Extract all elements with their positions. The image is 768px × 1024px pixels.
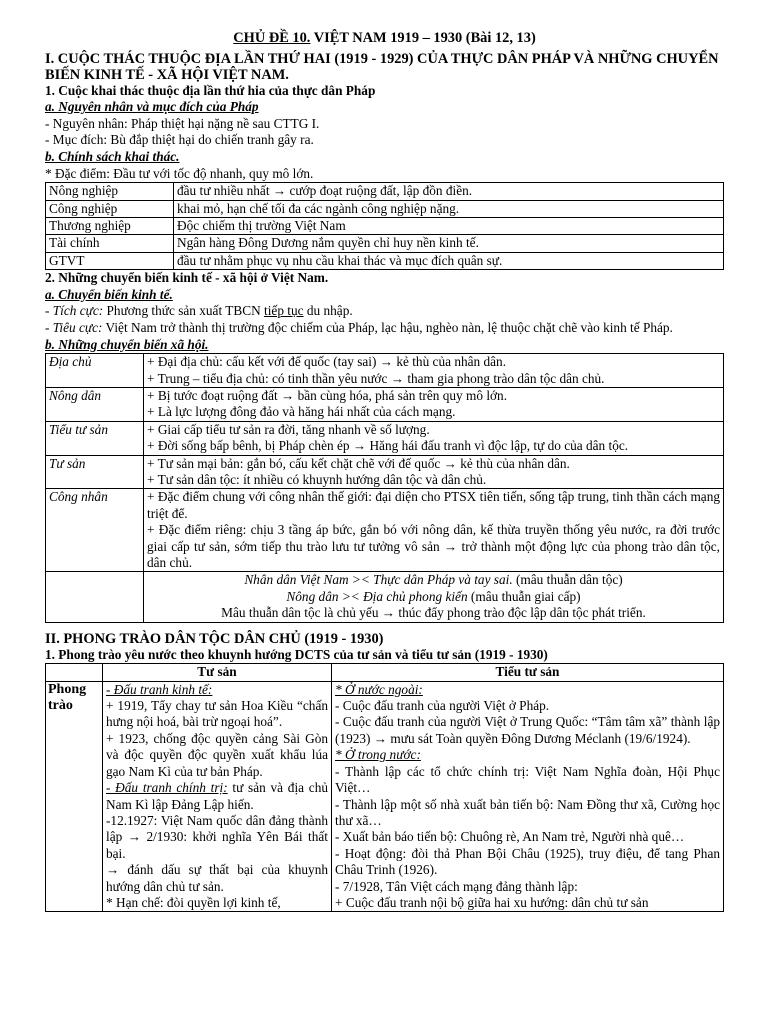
petty-bourgeoisie-line bbox=[335, 698, 720, 714]
class-description-line: + Bị tước đoạt ruộng đất → bần cùng hóa, phá sản trên quy mô lớn. bbox=[147, 387, 508, 403]
line-text: - 7/1928, Tân Việt cách mạng đảng thành lập: bbox=[335, 878, 578, 894]
policy-description: đầu tư nhằm phục vụ nhu cầu khai thác và mục đích quân sự. bbox=[174, 252, 724, 269]
petty-bourgeoisie-line bbox=[335, 895, 720, 911]
subsection-heading-1-1-b: b. Chính sách khai thác. bbox=[45, 148, 180, 164]
policy-description: Ngân hàng Đông Dương nắm quyền chỉ huy nền kinh tế. bbox=[174, 235, 724, 252]
policy-row bbox=[46, 252, 724, 269]
subsection-heading-1-2-a: a. Chuyển biến kinh tế. bbox=[45, 286, 173, 302]
line-text: - Cuộc đấu tranh của người Việt ở Trung Quốc: “Tâm tâm xã” thành lập (1923) → mưu sát Toàn quyền Đông Dương Méclanh (19/6/1924). bbox=[335, 714, 720, 746]
line-text: - Cuộc đấu tranh của người Việt ở Pháp. bbox=[335, 698, 550, 714]
class-row bbox=[46, 455, 724, 489]
bourgeoisie-line bbox=[106, 862, 328, 895]
contradictions-blank-cell bbox=[46, 572, 144, 622]
class-name: Công nhân bbox=[46, 489, 144, 572]
subsection-heading-2-1: 1. Phong trào yêu nước theo khuynh hướng DCTS của tư sản và tiểu tư sản (1919 - 1930) bbox=[45, 646, 548, 662]
petty-bourgeoisie-line bbox=[335, 714, 720, 747]
positive-text-underlined: tiếp tục bbox=[264, 303, 304, 319]
bourgeoisie-line bbox=[106, 895, 328, 911]
policy-feature-line: * Đặc điểm: Đầu tư với tốc độ nhanh, quy mô lớn. bbox=[45, 165, 314, 181]
line-italic-lead: - Đấu tranh chính trị: bbox=[106, 780, 228, 796]
petty-bourgeoisie-cell bbox=[332, 681, 724, 912]
policy-row bbox=[46, 200, 724, 217]
negative-label: - Tiêu cực: bbox=[45, 319, 103, 335]
class-description-line: + Giai cấp tiểu tư sản ra đời, tăng nhanh về số lượng. bbox=[147, 421, 430, 437]
line-text: - Thành lập các tổ chức chính trị: Việt Nam Nghĩa đoàn, Hội Phục Việt… bbox=[335, 763, 720, 796]
contradiction-class-italic: Nông dân >< Địa chủ phong kiến bbox=[286, 588, 468, 604]
line-text: + 1919, Tẩy chay tư sản Hoa Kiều “chấn hưng nội hoá, bài trừ ngoại hoá”. bbox=[106, 698, 328, 730]
bourgeoisie-line bbox=[106, 780, 328, 813]
class-description-line: + Trung – tiểu địa chủ: có tinh thần yêu nước → tham gia phong trào dân tộc dân chủ. bbox=[147, 370, 605, 386]
contradiction-main: Mâu thuẫn dân tộc là chủ yếu → thúc đẩy phong trào độc lập dân tộc phát triển. bbox=[221, 605, 646, 621]
contradictions-row bbox=[46, 572, 724, 622]
petty-bourgeoisie-line bbox=[335, 764, 720, 797]
cause-line: - Nguyên nhân: Pháp thiệt hại nặng nề sau CTTG I. bbox=[45, 115, 320, 131]
petty-bourgeoisie-line bbox=[335, 747, 720, 763]
subsection-heading-1-2-b: b. Những chuyển biến xã hội. bbox=[45, 336, 209, 352]
petty-bourgeoisie-line bbox=[335, 829, 720, 845]
bourgeoisie-line bbox=[106, 682, 328, 698]
class-description-line: + Tư sản dân tộc: ít nhiều có khuynh hướng dân tộc và dân chủ. bbox=[147, 472, 487, 487]
line-italic-lead: * Ở nước ngoài: bbox=[335, 681, 423, 697]
class-description-line: + Đặc điểm riêng: chịu 3 tầng áp bức, gắn bó với nông dân, kế thừa truyền thống yêu nước, ra đời trước giai cấp tư sản, sớm tiếp thu trào lưu tư tưởng vô sản → trở thành một động lực của phong trào dân tộc, dân chủ. bbox=[147, 522, 720, 571]
subsection-heading-1-2: 2. Những chuyển biến kinh tế - xã hội ở Việt Nam. bbox=[45, 270, 329, 286]
line-italic-lead: - Đấu tranh kinh tế: bbox=[106, 681, 213, 697]
policy-row bbox=[46, 217, 724, 234]
line-text: tư sản và địa chủ Nam Kì lập Đảng Lập hiến. bbox=[106, 780, 328, 812]
class-name: Nông dân bbox=[46, 387, 144, 421]
policy-row bbox=[46, 235, 724, 252]
negative-text: Việt Nam trở thành thị trường độc chiếm của Pháp, lạc hậu, nghèo nàn, lệ thuộc chặt chẽ vào kinh tế Pháp. bbox=[102, 319, 673, 335]
class-description bbox=[144, 421, 724, 455]
class-description-line: + Đại địa chủ: cấu kết với đế quốc (tay sai) → kẻ thù của nhân dân. bbox=[147, 354, 507, 370]
policy-sector: GTVT bbox=[46, 252, 174, 269]
positive-label: - Tích cực: bbox=[45, 303, 104, 319]
policy-sector: Nông nghiệp bbox=[46, 183, 174, 200]
policy-description: Độc chiếm thị trường Việt Nam bbox=[174, 217, 724, 234]
contradiction-national bbox=[147, 572, 720, 588]
contradiction-national-tail: (mâu thuẫn dân tộc) bbox=[512, 572, 623, 588]
policy-sector: Công nghiệp bbox=[46, 200, 174, 217]
class-row bbox=[46, 354, 724, 388]
page-title bbox=[45, 30, 724, 47]
class-row bbox=[46, 421, 724, 455]
header-blank bbox=[46, 664, 103, 681]
policy-sector: Tài chính bbox=[46, 235, 174, 252]
header-petty-bourgeoisie: Tiểu tư sản bbox=[332, 664, 724, 681]
line-text: -12.1927: Việt Nam quốc dân đảng thành lập → 2/1930: khởi nghĩa Yên Bái thất bại. bbox=[106, 812, 328, 861]
class-name: Tiểu tư sản bbox=[46, 421, 144, 455]
class-row bbox=[46, 387, 724, 421]
bourgeoisie-line bbox=[106, 731, 328, 780]
class-name: Địa chủ bbox=[46, 354, 144, 388]
class-row bbox=[46, 489, 724, 572]
section-heading-1: I. CUỘC THÁC THUỘC ĐỊA LẦN THỨ HAI (1919 - 1929) CỦA THỰC DÂN PHÁP VÀ NHỮNG CHUYỂN BIẾN KINH TẾ - XÃ HỘI VIỆT NAM. bbox=[45, 50, 719, 83]
social-class-table bbox=[45, 353, 724, 623]
line-text: - Thành lập một số nhà xuất bản tiến bộ: Nam Đồng thư xã, Cường học thư xã… bbox=[335, 796, 720, 828]
positive-text-1: Phương thức sản xuất TBCN bbox=[103, 303, 265, 319]
bourgeoisie-cell bbox=[103, 681, 332, 912]
row-label: Phong trào bbox=[46, 681, 103, 912]
title-prefix: CHỦ ĐỀ 10. bbox=[233, 30, 311, 46]
petty-bourgeoisie-line bbox=[335, 846, 720, 879]
class-description-line: + Là lực lượng đông đảo và hăng hái nhất của cách mạng. bbox=[147, 404, 456, 420]
class-description bbox=[144, 489, 724, 572]
line-text: * Hạn chế: đòi quyền lợi kinh tế, bbox=[106, 894, 281, 910]
contradiction-class-tail: (mâu thuẫn giai cấp) bbox=[467, 588, 581, 604]
line-text: - Xuất bản báo tiến bộ: Chuông rè, An Nam trẻ, Người nhà quê… bbox=[335, 829, 685, 845]
policy-description: đầu tư nhiều nhất → cướp đoạt ruộng đất, lập đồn điền. bbox=[174, 183, 724, 200]
petty-bourgeoisie-line bbox=[335, 797, 720, 830]
line-text: → đánh dấu sự thất bại của khuynh hướng dân chủ tư sản. bbox=[106, 862, 328, 894]
bourgeoisie-line bbox=[106, 698, 328, 731]
contradiction-national-italic: Nhân dân Việt Nam >< Thực dân Pháp và tay sai. bbox=[244, 572, 513, 588]
line-text: + Cuộc đấu tranh nội bộ giữa hai xu hướng: dân chủ tư sản bbox=[335, 894, 649, 910]
policy-table bbox=[45, 182, 724, 270]
movement-row bbox=[46, 681, 724, 912]
bourgeoisie-line bbox=[106, 813, 328, 862]
section-heading-2: II. PHONG TRÀO DÂN TỘC DÂN CHỦ (1919 - 1930) bbox=[45, 630, 384, 647]
policy-row bbox=[46, 183, 724, 200]
petty-bourgeoisie-line bbox=[335, 682, 720, 698]
movement-table-header bbox=[46, 664, 724, 681]
title-rest: VIỆT NAM 1919 – 1930 (Bài 12, 13) bbox=[310, 30, 536, 46]
class-description-line: + Đời sống bấp bênh, bị Pháp chèn ép → Hăng hái đấu tranh vì độc lập, tự do của dân tộc. bbox=[147, 438, 629, 454]
class-description bbox=[144, 354, 724, 388]
purpose-line: - Mục đích: Bù đắp thiệt hại do chiến tranh gây ra. bbox=[45, 132, 314, 148]
policy-sector: Thương nghiệp bbox=[46, 217, 174, 234]
header-bourgeoisie: Tư sản bbox=[103, 664, 332, 681]
subsection-heading-1-1: 1. Cuộc khai thác thuộc địa lần thứ hia của thực dân Pháp bbox=[45, 82, 376, 98]
movement-table bbox=[45, 663, 724, 912]
class-description bbox=[144, 387, 724, 421]
line-italic-lead: * Ở trong nước: bbox=[335, 747, 421, 763]
subsection-heading-1-1-a: a. Nguyên nhân và mục đích của Pháp bbox=[45, 99, 259, 115]
contradictions-cell bbox=[144, 572, 724, 622]
class-description bbox=[144, 455, 724, 489]
contradiction-class bbox=[147, 589, 720, 605]
policy-description: khai mỏ, hạn chế tối đa các ngành công nghiệp nặng. bbox=[174, 200, 724, 217]
line-text: + 1923, chống độc quyền cảng Sài Gòn và độc quyền độc quyền xuất khẩu lúa gạo Nam Kì của tư bản Pháp. bbox=[106, 730, 328, 779]
class-description-line: + Tư sản mại bản: gắn bó, cấu kết chặt chẽ với đế quốc → kẻ thù của nhân dân. bbox=[147, 455, 570, 471]
economic-negative bbox=[45, 320, 724, 337]
line-text: - Hoạt động: đòi thả Phan Bội Châu (1925), truy điệu, để tang Phan Châu Trinh (1926). bbox=[335, 845, 720, 878]
petty-bourgeoisie-line bbox=[335, 879, 720, 895]
class-description-line: + Đặc điểm chung với công nhân thế giới: đại diện cho PTSX tiên tiến, sống tập trung, tinh thần cách mạng triệt để. bbox=[147, 489, 720, 521]
class-name: Tư sản bbox=[46, 455, 144, 489]
economic-positive bbox=[45, 303, 724, 320]
positive-text-2: du nhập. bbox=[303, 303, 353, 319]
